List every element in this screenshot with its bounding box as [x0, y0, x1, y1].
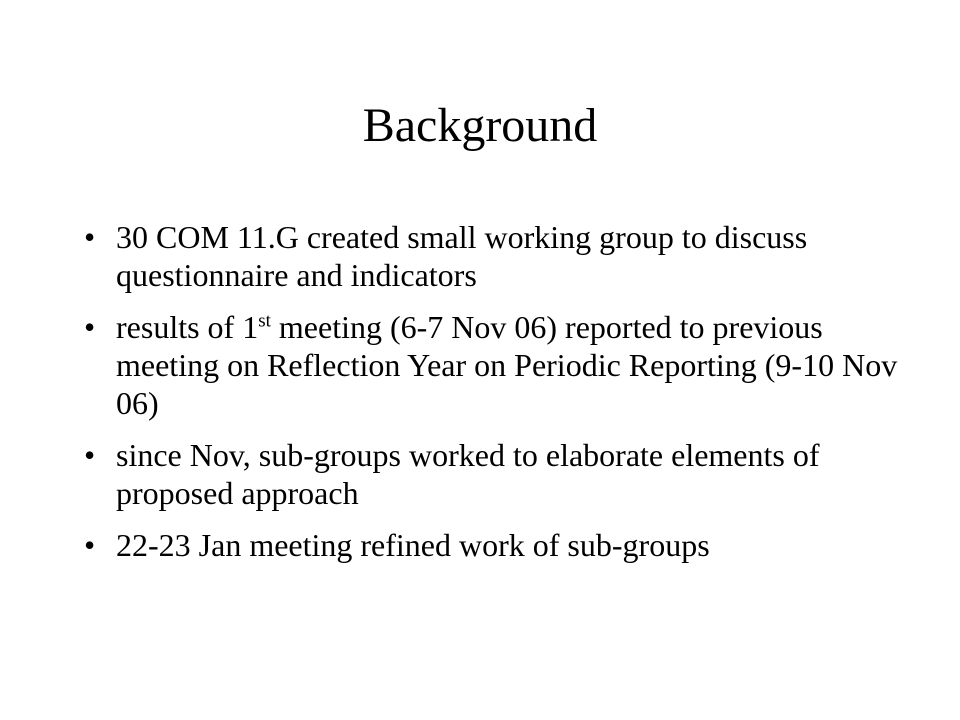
ordinal-superscript: st — [258, 310, 271, 332]
bullet-text-end: meeting (6-7 Nov 06) reported to previous meeting on Reflection Year on Periodic Reporting (9-10 Nov 06) — [116, 309, 898, 421]
bullet-item-2 — [84, 308, 904, 422]
bullet-dot-icon: • — [84, 219, 96, 255]
bullet-text: 22-23 Jan meeting refined work of sub-groups — [116, 527, 710, 563]
bullet-text-start: results of 1 — [116, 309, 259, 345]
bullet-text: since Nov, sub-groups worked to elaborate elements of proposed approach — [116, 437, 820, 511]
bullet-list — [84, 218, 904, 578]
bullet-text: 30 COM 11.G created small working group to discuss questionnaire and indicators — [116, 219, 808, 293]
bullet-dot-icon: • — [84, 437, 96, 473]
bullet-dot-icon: • — [84, 527, 96, 563]
bullet-item-1 — [84, 218, 904, 294]
slide-title: Background — [362, 99, 598, 152]
bullet-text — [116, 309, 897, 421]
bullet-item-4 — [84, 526, 904, 564]
bullet-item-3 — [84, 436, 904, 512]
bullet-dot-icon: • — [84, 309, 96, 345]
